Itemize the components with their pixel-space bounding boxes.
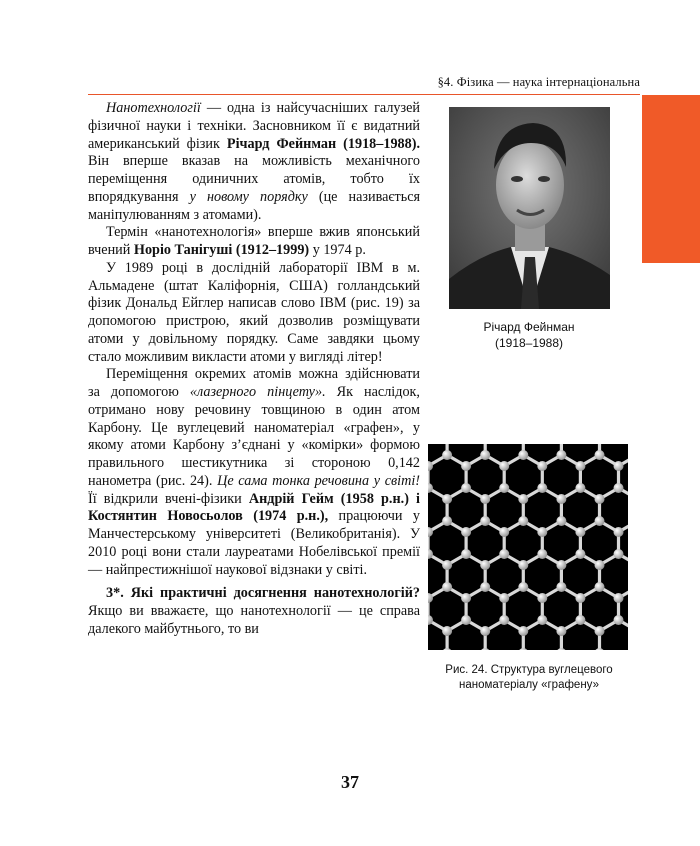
paragraph-ibm: У 1989 році в дослідній лабораторії IBM в м. Альмадене (штат Каліфорнія, США) голландський фізик Дональд Ейглер написав слово IBM (рис. 19) за допомогою пристрою, який дозволив розміщувати атоми у довільному порядку. Саме завдяки цьому стало можливим викласти атоми у вигляді літер! — [88, 259, 420, 365]
names-geim-novoselov: Андрій Гейм (1958 р.н.) і Костянтин Новосьолов (1974 р.н.), — [88, 490, 421, 525]
name-taniguchi: Норіо Танігуші (1912–1999) — [133, 242, 310, 258]
portrait-caption: Річард Фейнман (1918–1988) — [483, 320, 575, 350]
text-column — [88, 100, 420, 639]
paragraph-question-3: 3*. Які практичні досягнення нанотехнологій? Якщо ви вважаєте, що нанотехнології — це справа далекого майбутнього, то ви — [88, 585, 420, 637]
page-number: 37 — [341, 772, 359, 792]
name-feynman: Річард Фейнман (1918–1988). — [226, 135, 420, 152]
term-nanotech: Нанотехнології — [106, 100, 201, 116]
feynman-portrait — [449, 107, 610, 309]
paragraph-nanotech: Нанотехнології — одна із найсучасніших галузей фізичної науки і техніки. Засновником її є видатний американський фізик Річард Фейнман (1918–1988). Він вперше вказав на можливість механічного переміщення одиничних атомів, тобто їх впорядкування у новому порядку (це називається маніпулюванням з атомами). — [88, 100, 421, 223]
graphene-structure-image — [428, 444, 628, 650]
question-heading: 3*. Які практичні досягнення нанотехнологій? — [106, 585, 420, 602]
chapter-color-tab — [642, 95, 700, 263]
running-header — [88, 72, 640, 95]
figure-24-caption: Рис. 24. Структура вуглецевого наноматеріалу «графену» — [445, 664, 613, 691]
paragraph-graphene: Переміщення окремих атомів можна здійснювати за допомогою «лазерного пінцету». Як наслідок, отримано нову речовину товщиною в один атом Карбону. Це вуглецевий наноматеріал «графен», у якому атоми Карбону з’єднані у «комірки» формою правильного шестикутника зі стороною 0,142 нанометра (рис. 24). Це сама тонка речовина у світі! Її відкрили вчені-фізики Андрій Гейм (1958 р.н.) і Костянтин Новосьолов (1974 р.н.), працюючи у Манчестерському університеті (Великобританія). У 2010 році вони стали лауреатами Нобелівської премії — найпрестижнішої наукової відзнаки у світі. — [88, 366, 421, 578]
paragraph-taniguchi: Термін «нанотехнологія» вперше вжив японський вчений Норіо Танігуші (1912–1999) у 1974 р. — [88, 224, 420, 258]
header-title: §4. Фізика — наука інтернаціональна — [437, 75, 640, 89]
